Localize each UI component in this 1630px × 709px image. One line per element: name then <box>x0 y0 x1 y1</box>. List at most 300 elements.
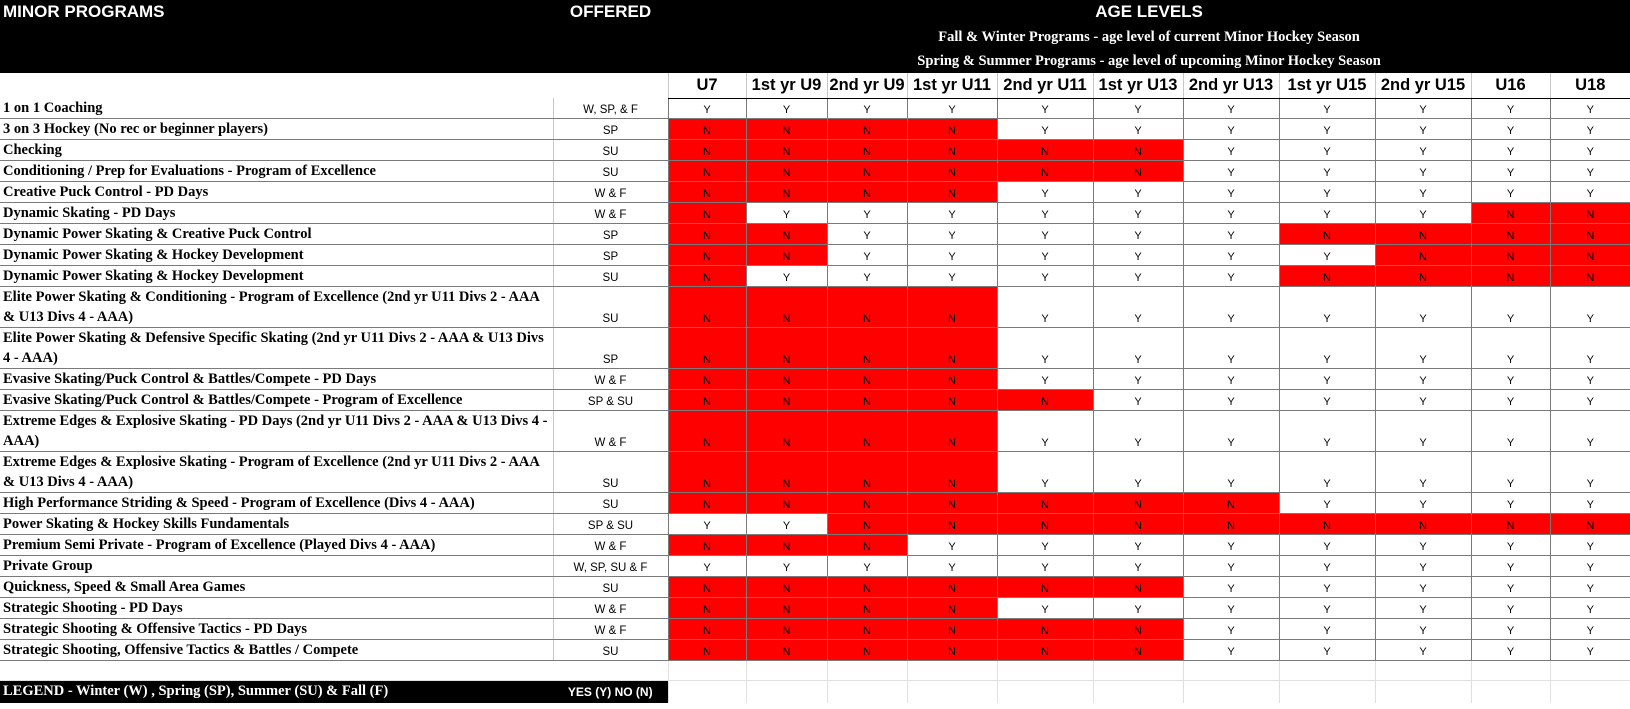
age-availability-cell: N <box>668 369 746 390</box>
age-availability-cell: N <box>1279 514 1375 535</box>
table-row <box>0 140 1630 161</box>
age-availability-cell: Y <box>827 98 907 119</box>
age-availability-cell: Y <box>1471 369 1550 390</box>
age-availability-cell: Y <box>907 224 997 245</box>
age-availability-cell: Y <box>1183 119 1279 140</box>
offered-seasons: W & F <box>553 411 668 452</box>
age-availability-cell: Y <box>1471 452 1550 493</box>
age-availability-cell: Y <box>997 119 1093 140</box>
age-availability-cell: Y <box>1471 140 1550 161</box>
age-availability-cell: Y <box>1279 182 1375 203</box>
age-level-header: 2nd yr U15 <box>1375 73 1471 98</box>
age-availability-cell: Y <box>668 98 746 119</box>
age-level-header: 2nd yr U13 <box>1183 73 1279 98</box>
age-availability-cell: Y <box>1183 556 1279 577</box>
age-availability-cell: N <box>1375 224 1471 245</box>
offered-seasons: SP & SU <box>553 390 668 411</box>
age-availability-cell: Y <box>1471 119 1550 140</box>
age-availability-cell: N <box>1093 161 1183 182</box>
age-availability-cell: Y <box>1183 369 1279 390</box>
age-availability-cell: Y <box>1550 556 1630 577</box>
offered-seasons: SP <box>553 119 668 140</box>
age-availability-cell: Y <box>1471 535 1550 556</box>
age-availability-cell: N <box>907 119 997 140</box>
age-level-header: 1st yr U9 <box>746 73 827 98</box>
age-availability-cell: Y <box>1471 287 1550 328</box>
table-row <box>0 182 1630 203</box>
offered-seasons: SU <box>553 452 668 493</box>
age-availability-cell: Y <box>1375 577 1471 598</box>
age-availability-cell: N <box>997 390 1093 411</box>
age-availability-cell: Y <box>1279 390 1375 411</box>
table-row <box>0 119 1630 140</box>
table-row <box>0 411 1630 452</box>
age-availability-cell: N <box>1279 224 1375 245</box>
age-availability-cell: N <box>746 161 827 182</box>
age-availability-cell: Y <box>1471 598 1550 619</box>
age-availability-cell: N <box>668 328 746 369</box>
age-availability-cell: N <box>827 161 907 182</box>
age-availability-cell: Y <box>1183 245 1279 266</box>
table-row <box>0 598 1630 619</box>
age-availability-cell: Y <box>1279 245 1375 266</box>
age-availability-cell: N <box>997 640 1093 661</box>
age-availability-cell: Y <box>907 98 997 119</box>
age-availability-cell: N <box>668 203 746 224</box>
age-availability-cell: Y <box>997 245 1093 266</box>
empty-cell <box>1471 681 1550 703</box>
age-availability-cell: N <box>668 140 746 161</box>
age-availability-cell: N <box>746 411 827 452</box>
offered-seasons: W & F <box>553 203 668 224</box>
age-availability-cell: Y <box>1375 556 1471 577</box>
age-availability-cell: Y <box>1279 556 1375 577</box>
offered-seasons: SU <box>553 577 668 598</box>
age-availability-cell: N <box>746 245 827 266</box>
age-availability-cell: Y <box>1093 98 1183 119</box>
table-row <box>0 224 1630 245</box>
age-availability-cell: N <box>997 161 1093 182</box>
legend-seasons: LEGEND - Winter (W) , Spring (SP), Summer (SU) & Fall (F) <box>0 681 553 703</box>
age-availability-cell: Y <box>997 369 1093 390</box>
header-spring-summer-note: Spring & Summer Programs - age level of upcoming Minor Hockey Season <box>668 49 1630 73</box>
age-availability-cell: Y <box>1550 328 1630 369</box>
empty-cell <box>668 661 746 681</box>
age-availability-cell: Y <box>1375 452 1471 493</box>
program-name: Evasive Skating/Puck Control & Battles/Compete - PD Days <box>0 369 553 390</box>
age-availability-cell: Y <box>1183 224 1279 245</box>
age-availability-cell: N <box>907 328 997 369</box>
age-availability-cell: Y <box>1183 640 1279 661</box>
table-row <box>0 98 1630 119</box>
age-availability-cell: Y <box>1093 390 1183 411</box>
age-availability-cell: N <box>1471 224 1550 245</box>
age-availability-cell: Y <box>1550 98 1630 119</box>
age-availability-cell: Y <box>1375 182 1471 203</box>
age-availability-cell: Y <box>1550 452 1630 493</box>
age-availability-cell: N <box>746 369 827 390</box>
age-availability-cell: Y <box>1375 119 1471 140</box>
age-availability-cell: Y <box>1550 640 1630 661</box>
age-availability-cell: Y <box>1375 493 1471 514</box>
offered-seasons: SU <box>553 266 668 287</box>
age-availability-cell: Y <box>827 556 907 577</box>
age-availability-cell: Y <box>1183 535 1279 556</box>
age-availability-cell: N <box>668 287 746 328</box>
empty-cell <box>1375 661 1471 681</box>
age-availability-cell: N <box>746 452 827 493</box>
age-availability-cell: N <box>1183 514 1279 535</box>
age-availability-cell: Y <box>1279 640 1375 661</box>
age-availability-cell: Y <box>997 328 1093 369</box>
age-availability-cell: Y <box>1279 203 1375 224</box>
age-availability-cell: N <box>746 224 827 245</box>
empty-cell <box>1183 681 1279 703</box>
age-availability-cell: Y <box>1550 140 1630 161</box>
age-availability-cell: Y <box>997 98 1093 119</box>
age-availability-cell: Y <box>1183 203 1279 224</box>
program-name: Extreme Edges & Explosive Skating - Program of Excellence (2nd yr U11 Divs 2 - AAA & U13 Divs 4 - AAA) <box>0 452 553 493</box>
age-availability-cell: Y <box>1183 98 1279 119</box>
age-availability-cell: Y <box>1375 328 1471 369</box>
age-availability-cell: N <box>997 140 1093 161</box>
age-availability-cell: Y <box>1550 535 1630 556</box>
age-availability-cell: Y <box>1279 328 1375 369</box>
age-availability-cell: Y <box>907 535 997 556</box>
age-availability-cell: Y <box>1183 577 1279 598</box>
empty-cell <box>746 681 827 703</box>
age-availability-cell: N <box>668 493 746 514</box>
age-availability-cell: N <box>907 287 997 328</box>
age-availability-cell: Y <box>1183 411 1279 452</box>
age-availability-cell: N <box>907 369 997 390</box>
age-availability-cell: Y <box>1279 98 1375 119</box>
age-availability-cell: Y <box>827 203 907 224</box>
age-availability-cell: Y <box>1471 619 1550 640</box>
empty-cell <box>907 661 997 681</box>
age-availability-cell: Y <box>1471 411 1550 452</box>
empty-cell <box>997 681 1093 703</box>
spacer-row <box>0 661 1630 681</box>
age-availability-cell: Y <box>907 203 997 224</box>
age-availability-cell: Y <box>1093 535 1183 556</box>
age-availability-cell: Y <box>1183 619 1279 640</box>
offered-seasons: W & F <box>553 182 668 203</box>
age-availability-cell: Y <box>746 514 827 535</box>
header-fall-winter-note: Fall & Winter Programs - age level of current Minor Hockey Season <box>668 25 1630 49</box>
age-availability-cell: N <box>827 328 907 369</box>
empty-cell <box>1471 661 1550 681</box>
table-row <box>0 556 1630 577</box>
empty-cell <box>827 681 907 703</box>
age-availability-cell: N <box>997 619 1093 640</box>
age-availability-cell: Y <box>1550 369 1630 390</box>
age-availability-cell: N <box>827 369 907 390</box>
age-level-header: U18 <box>1550 73 1630 98</box>
program-name: 1 on 1 Coaching <box>0 98 553 119</box>
age-availability-cell: Y <box>907 245 997 266</box>
table-row <box>0 535 1630 556</box>
age-availability-cell: Y <box>1471 161 1550 182</box>
header-offered: OFFERED <box>553 0 668 73</box>
offered-seasons: W & F <box>553 598 668 619</box>
age-availability-cell: Y <box>1375 98 1471 119</box>
empty-cell <box>1093 681 1183 703</box>
empty-cell <box>0 661 553 681</box>
age-availability-cell: N <box>1550 514 1630 535</box>
age-availability-cell: N <box>827 514 907 535</box>
age-availability-cell: N <box>746 140 827 161</box>
program-name: Evasive Skating/Puck Control & Battles/Compete - Program of Excellence <box>0 390 553 411</box>
age-availability-cell: Y <box>1375 203 1471 224</box>
age-availability-cell: Y <box>1093 203 1183 224</box>
age-availability-cell: N <box>746 619 827 640</box>
age-level-header: 1st yr U13 <box>1093 73 1183 98</box>
program-name: Dynamic Power Skating & Hockey Development <box>0 266 553 287</box>
age-availability-cell: Y <box>1093 182 1183 203</box>
age-availability-cell: N <box>668 266 746 287</box>
age-availability-cell: N <box>746 598 827 619</box>
age-availability-cell: Y <box>997 182 1093 203</box>
age-availability-cell: N <box>1471 203 1550 224</box>
age-availability-cell: N <box>668 390 746 411</box>
age-availability-cell: Y <box>1183 287 1279 328</box>
age-availability-cell: Y <box>746 98 827 119</box>
table-row <box>0 493 1630 514</box>
age-availability-cell: N <box>997 493 1093 514</box>
table-row <box>0 245 1630 266</box>
age-availability-cell: Y <box>1375 411 1471 452</box>
program-name: High Performance Striding & Speed - Program of Excellence (Divs 4 - AAA) <box>0 493 553 514</box>
age-availability-cell: Y <box>1471 577 1550 598</box>
age-availability-cell: Y <box>827 224 907 245</box>
age-availability-cell: Y <box>1093 245 1183 266</box>
age-availability-cell: N <box>1093 640 1183 661</box>
age-availability-cell: N <box>907 452 997 493</box>
offered-seasons: SP & SU <box>553 514 668 535</box>
program-name: Creative Puck Control - PD Days <box>0 182 553 203</box>
age-availability-cell: Y <box>1183 161 1279 182</box>
age-availability-cell: Y <box>1375 369 1471 390</box>
empty-cell <box>1550 681 1630 703</box>
age-availability-cell: Y <box>1375 535 1471 556</box>
age-availability-cell: Y <box>1550 161 1630 182</box>
program-name: Premium Semi Private - Program of Excellence (Played Divs 4 - AAA) <box>0 535 553 556</box>
age-availability-cell: Y <box>1093 598 1183 619</box>
age-availability-cell: N <box>668 598 746 619</box>
age-availability-cell: N <box>1375 245 1471 266</box>
program-name: Elite Power Skating & Conditioning - Program of Excellence (2nd yr U11 Divs 2 - AAA & U13 Divs 4 - AAA) <box>0 287 553 328</box>
empty-cell <box>746 661 827 681</box>
age-availability-cell: N <box>907 514 997 535</box>
program-name: Strategic Shooting, Offensive Tactics & Battles / Compete <box>0 640 553 661</box>
age-availability-cell: Y <box>1183 182 1279 203</box>
age-availability-cell: Y <box>746 266 827 287</box>
age-availability-cell: Y <box>1550 390 1630 411</box>
table-row <box>0 640 1630 661</box>
empty-cell <box>1279 681 1375 703</box>
age-availability-cell: Y <box>1279 598 1375 619</box>
table-row <box>0 369 1630 390</box>
age-availability-cell: N <box>907 411 997 452</box>
age-availability-cell: Y <box>1550 287 1630 328</box>
legend-row <box>0 681 1630 703</box>
age-availability-cell: N <box>997 514 1093 535</box>
table-row <box>0 452 1630 493</box>
age-availability-cell: Y <box>1183 452 1279 493</box>
age-availability-cell: N <box>827 119 907 140</box>
program-name: Strategic Shooting - PD Days <box>0 598 553 619</box>
offered-seasons: SU <box>553 161 668 182</box>
age-availability-cell: Y <box>997 411 1093 452</box>
empty-cell <box>907 681 997 703</box>
age-availability-cell: Y <box>1375 140 1471 161</box>
age-availability-cell: Y <box>1183 328 1279 369</box>
table-row <box>0 577 1630 598</box>
age-availability-cell: N <box>1093 514 1183 535</box>
age-availability-cell: Y <box>746 203 827 224</box>
age-availability-cell: N <box>907 598 997 619</box>
age-availability-cell: N <box>1183 493 1279 514</box>
age-availability-cell: N <box>827 452 907 493</box>
age-availability-cell: Y <box>1279 411 1375 452</box>
program-name: Checking <box>0 140 553 161</box>
age-availability-cell: N <box>907 619 997 640</box>
age-availability-cell: N <box>1550 245 1630 266</box>
table-row <box>0 619 1630 640</box>
program-name: 3 on 3 Hockey (No rec or beginner players) <box>0 119 553 140</box>
age-availability-cell: N <box>668 161 746 182</box>
age-availability-cell: Y <box>1093 328 1183 369</box>
age-level-header: 1st yr U15 <box>1279 73 1375 98</box>
age-availability-cell: N <box>1471 266 1550 287</box>
age-availability-cell: Y <box>1279 287 1375 328</box>
age-availability-cell: Y <box>907 556 997 577</box>
offered-seasons: W & F <box>553 535 668 556</box>
age-availability-cell: N <box>827 535 907 556</box>
age-level-header: 1st yr U11 <box>907 73 997 98</box>
age-availability-cell: Y <box>1093 119 1183 140</box>
empty-cell <box>997 661 1093 681</box>
age-availability-cell: Y <box>1550 182 1630 203</box>
program-name: Elite Power Skating & Defensive Specific Skating (2nd yr U11 Divs 2 - AAA & U13 Divs 4 - AAA) <box>0 328 553 369</box>
age-availability-cell: Y <box>1471 640 1550 661</box>
age-availability-cell: Y <box>1093 224 1183 245</box>
age-availability-cell: N <box>1471 514 1550 535</box>
age-availability-cell: N <box>746 535 827 556</box>
age-availability-cell: Y <box>1550 577 1630 598</box>
age-availability-cell: N <box>827 619 907 640</box>
header-minor-programs: MINOR PROGRAMS <box>0 0 553 73</box>
empty-cell <box>1093 661 1183 681</box>
age-availability-cell: N <box>1093 577 1183 598</box>
age-availability-cell: Y <box>1375 287 1471 328</box>
age-availability-cell: Y <box>1183 140 1279 161</box>
age-availability-cell: Y <box>1550 619 1630 640</box>
program-name: Extreme Edges & Explosive Skating - PD Days (2nd yr U11 Divs 2 - AAA & U13 Divs 4 - AAA) <box>0 411 553 452</box>
age-availability-cell: Y <box>1375 598 1471 619</box>
offered-seasons: SU <box>553 640 668 661</box>
age-availability-cell: N <box>1093 493 1183 514</box>
age-availability-cell: N <box>1093 619 1183 640</box>
age-availability-cell: N <box>907 182 997 203</box>
offered-seasons: W, SP, SU & F <box>553 556 668 577</box>
age-availability-cell: Y <box>1279 452 1375 493</box>
program-name: Dynamic Power Skating & Creative Puck Control <box>0 224 553 245</box>
age-availability-cell: N <box>907 493 997 514</box>
age-availability-cell: Y <box>827 266 907 287</box>
age-availability-cell: Y <box>668 514 746 535</box>
age-availability-cell: Y <box>1093 452 1183 493</box>
age-availability-cell: Y <box>1279 493 1375 514</box>
age-availability-cell: Y <box>1375 640 1471 661</box>
age-availability-cell: N <box>997 577 1093 598</box>
age-availability-cell: N <box>1471 245 1550 266</box>
blank-header-cell <box>0 73 553 98</box>
age-availability-cell: Y <box>1279 140 1375 161</box>
age-availability-cell: Y <box>827 245 907 266</box>
age-availability-cell: Y <box>1093 287 1183 328</box>
age-availability-cell: Y <box>1550 493 1630 514</box>
age-level-header: U7 <box>668 73 746 98</box>
age-availability-cell: Y <box>1279 619 1375 640</box>
age-availability-cell: N <box>746 328 827 369</box>
age-availability-cell: Y <box>1093 556 1183 577</box>
age-availability-cell: N <box>1093 140 1183 161</box>
age-availability-cell: Y <box>907 266 997 287</box>
age-availability-cell: N <box>668 577 746 598</box>
age-availability-cell: N <box>668 452 746 493</box>
age-availability-cell: Y <box>1375 161 1471 182</box>
age-availability-cell: N <box>907 161 997 182</box>
age-availability-cell: N <box>907 140 997 161</box>
age-availability-cell: Y <box>1183 266 1279 287</box>
age-availability-cell: Y <box>1471 328 1550 369</box>
age-availability-cell: N <box>907 640 997 661</box>
age-availability-cell: Y <box>1375 390 1471 411</box>
legend-yes-no: YES (Y) NO (N) <box>553 681 668 703</box>
age-availability-cell: N <box>668 619 746 640</box>
age-availability-cell: N <box>668 535 746 556</box>
age-availability-cell: Y <box>1279 369 1375 390</box>
table-row <box>0 514 1630 535</box>
age-availability-cell: Y <box>1471 98 1550 119</box>
table-row <box>0 390 1630 411</box>
table-row <box>0 266 1630 287</box>
age-availability-cell: N <box>746 119 827 140</box>
age-availability-cell: Y <box>1279 577 1375 598</box>
program-name: Private Group <box>0 556 553 577</box>
age-availability-cell: N <box>746 182 827 203</box>
offered-seasons: W & F <box>553 369 668 390</box>
age-availability-cell: N <box>1279 266 1375 287</box>
program-name: Dynamic Skating - PD Days <box>0 203 553 224</box>
age-availability-cell: Y <box>997 287 1093 328</box>
offered-seasons: SU <box>553 140 668 161</box>
age-availability-cell: Y <box>1093 411 1183 452</box>
age-level-header: 2nd yr U11 <box>997 73 1093 98</box>
age-availability-cell: Y <box>1093 266 1183 287</box>
age-availability-cell: N <box>827 640 907 661</box>
program-name: Quickness, Speed & Small Area Games <box>0 577 553 598</box>
offered-seasons: SU <box>553 493 668 514</box>
empty-cell <box>827 661 907 681</box>
table-row <box>0 328 1630 369</box>
age-availability-cell: Y <box>1279 535 1375 556</box>
age-availability-cell: N <box>827 411 907 452</box>
header-age-levels: AGE LEVELS <box>668 0 1630 25</box>
age-availability-cell: Y <box>997 452 1093 493</box>
